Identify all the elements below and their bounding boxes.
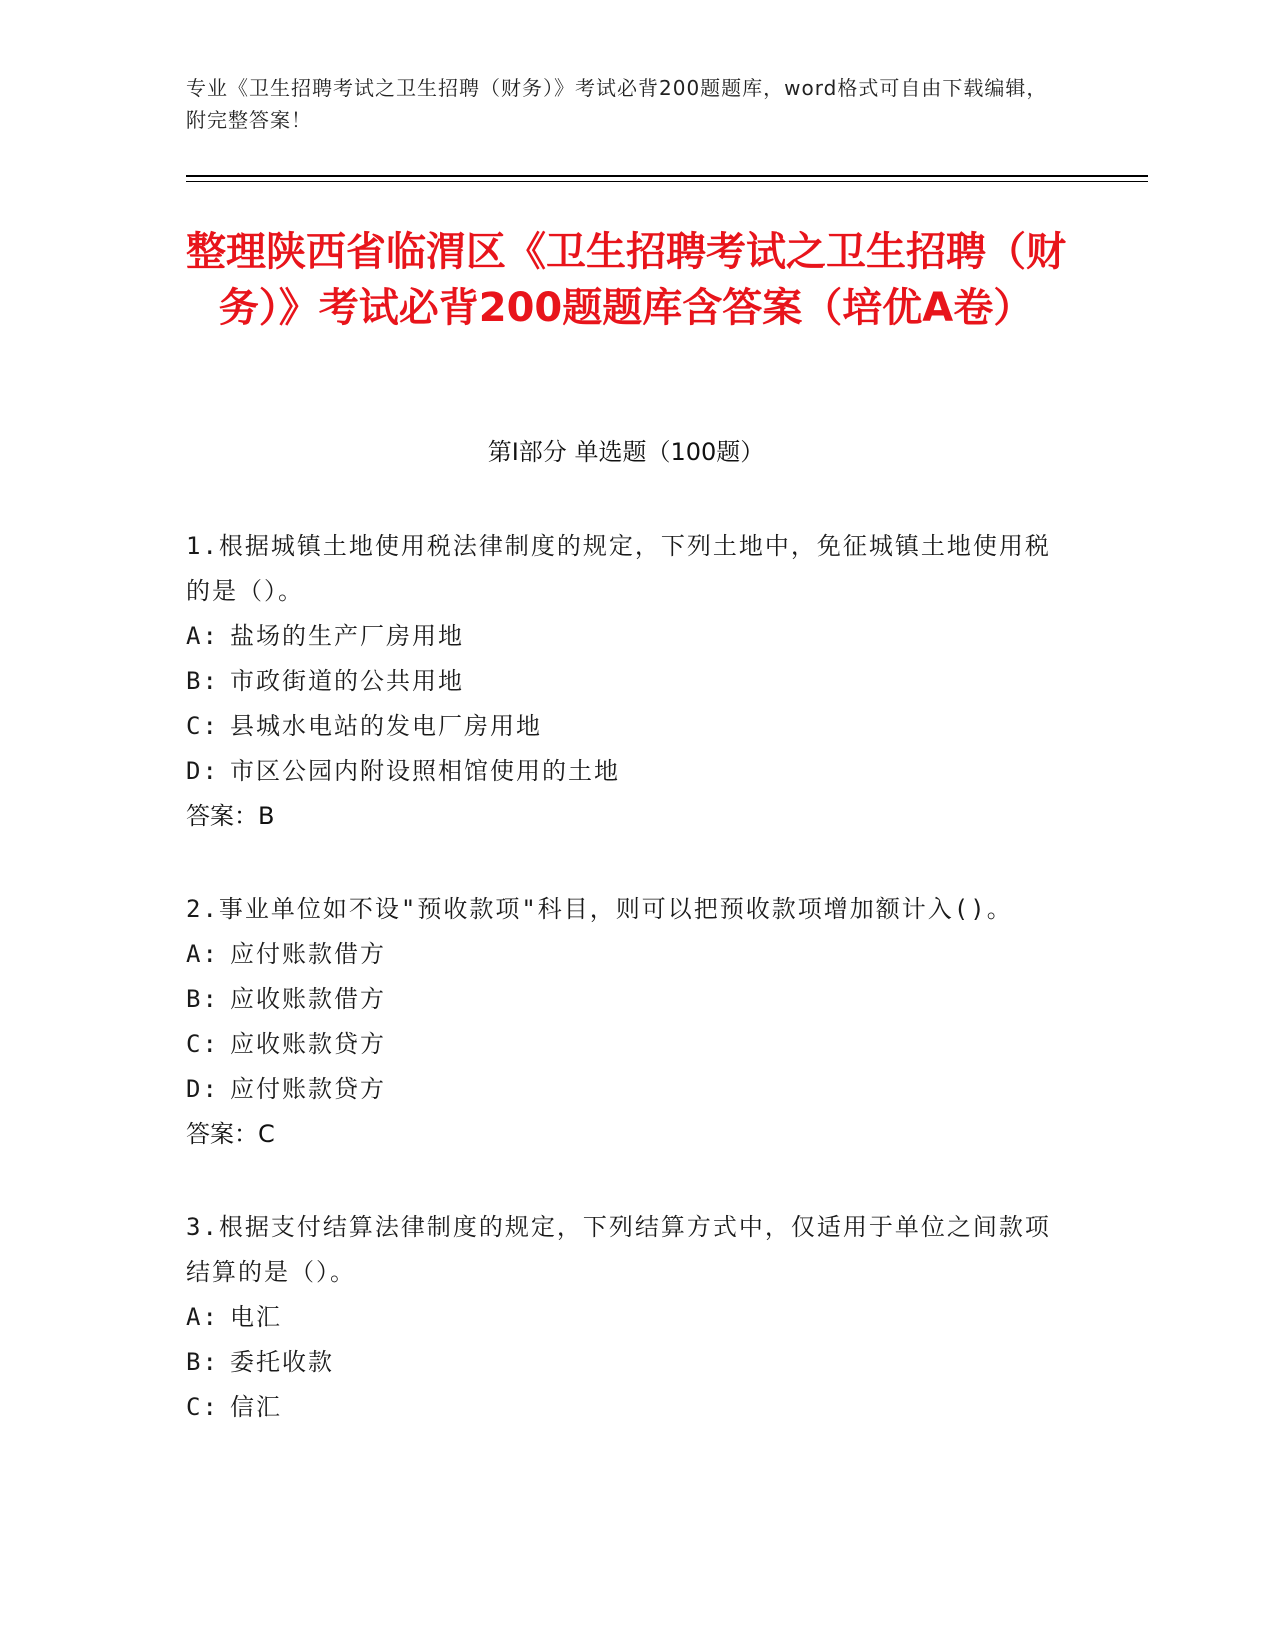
question-stem: 1.根据城镇土地使用税法律制度的规定，下列土地中，免征城镇土地使用税的是（）。 xyxy=(186,532,1051,605)
question-list xyxy=(186,524,1066,1478)
question-option xyxy=(186,614,1066,659)
option-label: A: xyxy=(186,622,219,650)
header-divider-thick xyxy=(186,175,1148,177)
header-note: 专业《卫生招聘考试之卫生招聘（财务）》考试必背200题题库，word格式可自由下载编辑，附完整答案！ xyxy=(186,76,1048,132)
question-answer: 答案：C xyxy=(186,1120,275,1148)
option-text: 应收账款贷方 xyxy=(230,1030,386,1058)
option-text: 应付账款贷方 xyxy=(230,1075,386,1103)
question-option xyxy=(186,977,1066,1022)
question-option xyxy=(186,749,1066,794)
question-stem: 2.事业单位如不设"预收款项"科目，则可以把预收款项增加额计入()。 xyxy=(186,895,1013,923)
question-stem: 3.根据支付结算法律制度的规定，下列结算方式中，仅适用于单位之间款项结算的是（）。 xyxy=(186,1213,1051,1286)
option-text: 盐场的生产厂房用地 xyxy=(230,622,464,650)
question-option xyxy=(186,1340,1066,1385)
question-item xyxy=(186,524,1066,839)
option-label: A: xyxy=(186,1303,219,1331)
option-label: D: xyxy=(186,1075,219,1103)
question-answer: 答案：B xyxy=(186,802,275,830)
option-label: C: xyxy=(186,712,219,740)
option-text: 县城水电站的发电厂房用地 xyxy=(230,712,542,740)
option-label: B: xyxy=(186,1348,219,1376)
option-text: 应付账款借方 xyxy=(230,940,386,968)
option-label: C: xyxy=(186,1393,219,1421)
question-option xyxy=(186,1385,1066,1430)
option-label: B: xyxy=(186,985,219,1013)
question-option xyxy=(186,1022,1066,1067)
question-option xyxy=(186,659,1066,704)
section-heading: 第Ⅰ部分 单选题（100题） xyxy=(487,438,765,466)
option-text: 信汇 xyxy=(230,1393,282,1421)
header-divider-thin xyxy=(186,181,1148,182)
option-text: 市区公园内附设照相馆使用的土地 xyxy=(230,757,620,785)
question-option xyxy=(186,1067,1066,1112)
document-title: 整理陕西省临渭区《卫生招聘考试之卫生招聘（财务）》考试必背200题题库含答案（培优A卷） xyxy=(186,229,1066,331)
question-item xyxy=(186,1205,1066,1430)
question-item xyxy=(186,887,1066,1157)
question-option xyxy=(186,1295,1066,1340)
option-text: 电汇 xyxy=(230,1303,282,1331)
option-label: A: xyxy=(186,940,219,968)
option-text: 委托收款 xyxy=(230,1348,334,1376)
option-label: D: xyxy=(186,757,219,785)
option-label: B: xyxy=(186,667,219,695)
option-label: C: xyxy=(186,1030,219,1058)
option-text: 市政街道的公共用地 xyxy=(230,667,464,695)
option-text: 应收账款借方 xyxy=(230,985,386,1013)
question-option xyxy=(186,932,1066,977)
question-option xyxy=(186,704,1066,749)
